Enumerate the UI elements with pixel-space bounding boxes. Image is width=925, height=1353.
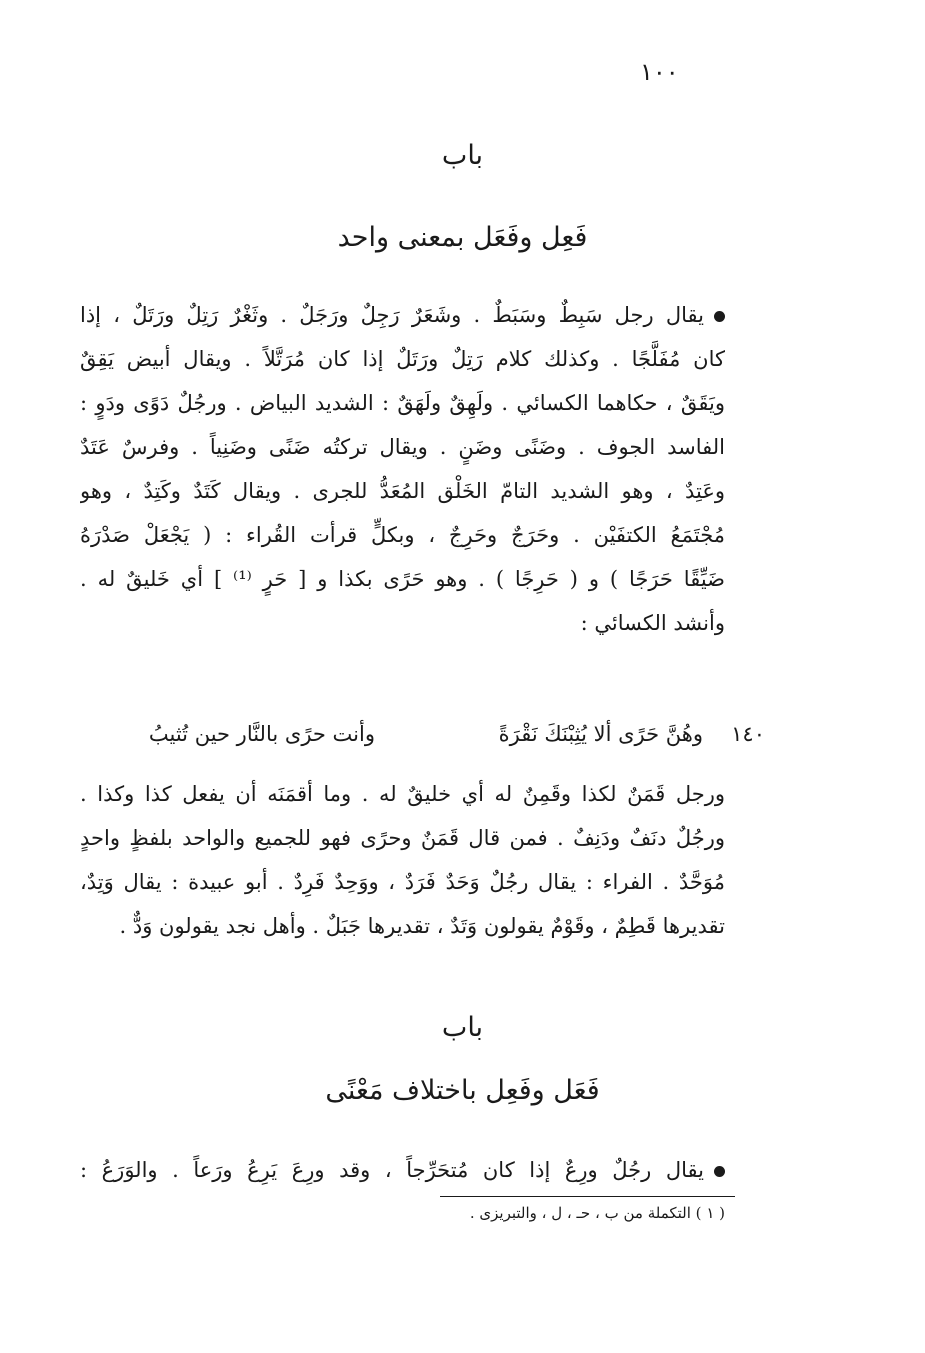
poetry-verse [60,712,765,756]
page-number: ١٠٠ [640,58,679,86]
chapter1-bab-label: باب [441,140,484,171]
chapter1-title: فَعِل وفَعَل بمعنى واحد [337,222,588,253]
paragraph-line: ويَقَقٌ ، حكاهما الكسائي . ولَهِقٌ ولَهَقٌ : الشديد البياض . ورجُلٌ دَوًى ودَوٍ : [80,391,725,415]
after-verse-paragraph [80,772,725,948]
paragraph-line: ضَيِّقًا حَرَجًا ) و ( حَرِجًا ) . وهو حَرًى بكذا و [ حَرٍ ⁽¹⁾ ] أي خَليقٌ له . [80,567,725,591]
chapter2-title: فَعَل وفَعِل باختلاف مَعْنًى [325,1075,600,1106]
paragraph-line: وأنشد الكسائي : [580,611,725,635]
paragraph-line: مُوَحَّدٌ . الفراء : يقال رجُلٌ وَحَدٌ فَرَدٌ ، ووَحِدٌ فَرِدٌ . أبو عبيدة : يقال وَتِدٌ، [80,870,725,894]
paragraph-line: الفاسد الجوف . وضَنًى وضَنٍ . ويقال تركتُه ضَنًى وضَنِياً . وفرسٌ عَتَدٌ [80,435,725,459]
bullet-icon [714,1166,725,1177]
paragraph-line: كان مُفَلَّجًا . وكذلك كلام رَتِلٌ ورَتَلٌ إذا كان مُرَتَّلاً . ويقال أبيض يَقِقٌ [80,347,725,371]
paragraph-line: وعَتِدٌ ، وهو الشديد التامّ الخَلْق المُعَدُّ للجرى . ويقال كَتَدٌ وكَتِدٌ ، وهو [80,479,725,503]
chapter2-paragraph [80,1148,725,1192]
paragraph-line: ورجل قَمَنٌ لكذا وقَمِنٌ له أي خليقٌ له . وما أقمَنَه أن يفعل كذا وكذا . [80,782,725,806]
chapter2-bab-label: باب [441,1012,484,1043]
paragraph-line: مُجْتَمَعُ الكتفَيْن . وحَرَجٌ وحَرِجٌ ، وبكلٍّ قرأت القُراء : ( يَجْعَلْ صَدْرَهُ [80,523,725,547]
bullet-icon [714,311,725,322]
paragraph-line: ورجُلٌ دنَفٌ ودَنِفٌ . فمن قال قَمَنٌ وحرًى فهو للجميع والواحد بلفظٍ واحدٍ [80,826,725,850]
chapter1-paragraph [80,293,725,645]
paragraph-line: يقال رجُلٌ ورِعٌ إذا كان مُتحَرِّجاً ، وقد ورِعَ يَرِعُ ورَعاً . والوَرَعُ : [80,1148,725,1192]
footnote: ( ١ ) التكملة من ب ، حـ ، ل ، والتبريزى . [469,1204,725,1222]
paragraph-line: يقال رجل سَبِطٌ وسَبَطٌ . وشَعَرٌ رَجِلٌ ورَجَلٌ . وثَغْرٌ رَتِلٌ ورَتَلٌ ، إذا [80,293,725,337]
verse-number: ١٤٠ [731,722,765,746]
paragraph-line: تقديرها قَطِمٌ ، وقَوْمٌ يقولون وَتَدٌ ، تقديرها جَبَلٌ . وأهل نجد يقولون وَدٌّ . [119,914,725,938]
verse-hemistich-first: وهُنَّ حَرًى ألا يُثِبْنَكَ نَقْرَةً [498,722,703,746]
footnote-divider [440,1196,735,1197]
verse-hemistich-second: وأنت حرًى بالنَّار حين تُثيبُ [148,722,375,746]
